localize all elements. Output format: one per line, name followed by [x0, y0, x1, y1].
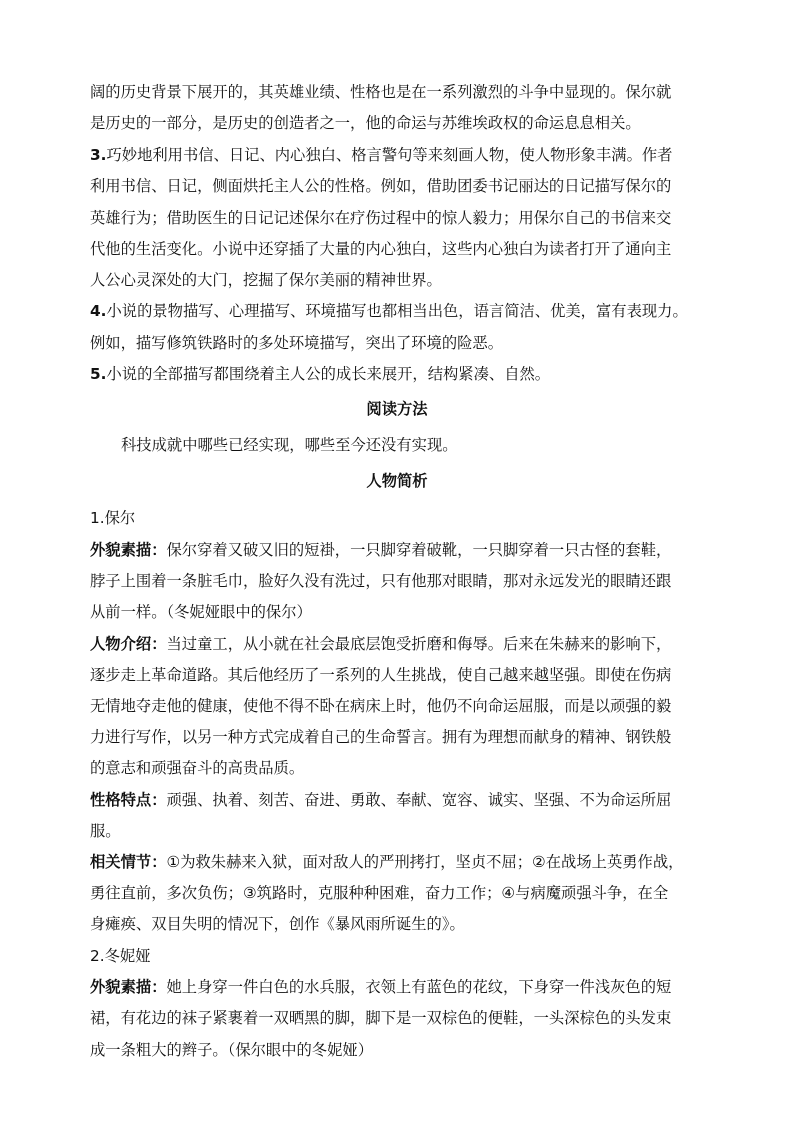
- reading-method-heading: 阅读方法: [366, 400, 428, 418]
- numbered-point-5: 5.小说的全部描写都围绕着主人公的成长来展开，结构紧凑、自然。: [90, 365, 551, 383]
- paragraph-line: 裙，有花边的袜子紧裹着一双晒黑的脚，脚下是一双棕色的便鞋，一头深棕色的头发束: [90, 1009, 672, 1027]
- paragraph-line: 利用书信、日记，侧面烘托主人公的性格。例如，借助团委书记丽达的日记描写保尔的: [90, 177, 672, 195]
- plot-section: 相关情节：①为救朱赫来入狱，面对敌人的严刑拷打，坚贞不屈；②在战场上英勇作战，: [90, 853, 684, 871]
- appearance-section: 外貌素描：保尔穿着又破又旧的短褂，一只脚穿着破靴，一只脚穿着一只古怪的套鞋，: [90, 541, 672, 559]
- paragraph-line: 勇往直前，多次负伤；③筑路时，克服种种困难，奋力工作；④与病魔顽强斗争，在全: [90, 884, 669, 902]
- point-number: 3.: [90, 146, 107, 164]
- paragraph-line: 无情地夺走他的健康，使他不得不卧在病床上时，他仍不向命运屈服，而是以顽强的毅: [90, 697, 672, 715]
- section-label: 外貌素描：: [90, 541, 167, 559]
- paragraph-line: 人公心灵深处的大门，挖掘了保尔美丽的精神世界。: [90, 271, 442, 289]
- reading-method-text: 科技成就中哪些已经实现，哪些至今还没有实现。: [121, 436, 458, 454]
- character-name: 2.冬妮娅: [90, 947, 151, 965]
- character-analysis-heading: 人物简析: [366, 472, 428, 490]
- paragraph-line: 例如，描写修筑铁路时的多处环境描写，突出了环境的险恶。: [90, 334, 504, 352]
- traits-section: 性格特点：顽强、执着、刻苦、奋进、勇敢、奉献、宽容、诚实、坚强、不为命运所屈: [90, 791, 672, 809]
- introduction-section: 人物介绍：当过童工，从小就在社会最底层饱受折磨和侮辱。后来在朱赫来的影响下，: [90, 635, 672, 653]
- paragraph-line: 阔的历史背景下展开的，其英雄业绩、性格也是在一系列激烈的斗争中显现的。保尔就: [90, 83, 672, 101]
- paragraph-line: 力进行写作，以另一种方式完成着自己的生命誓言。拥有为理想而献身的精神、钢铁般: [90, 728, 672, 746]
- paragraph-line: 成一条粗大的辫子。（保尔眼中的冬妮娅）: [90, 1041, 373, 1059]
- paragraph-line: 是历史的一部分，是历史的创造者之一，他的命运与苏维埃政权的命运息息相关。: [90, 114, 641, 132]
- numbered-point-4: 4.小说的景物描写、心理描写、环境描写也都相当出色，语言简洁、优美，富有表现力。: [90, 302, 688, 320]
- appearance-section: 外貌素描：她上身穿一件白色的水兵服，衣领上有蓝色的花纹，下身穿一件浅灰色的短: [90, 978, 672, 996]
- paragraph-line: 脖子上围着一条脏毛巾，脸好久没有洗过，只有他那对眼睛，那对永远发光的眼睛还跟: [90, 572, 672, 590]
- section-label: 人物介绍：: [90, 635, 167, 653]
- section-label: 性格特点：: [90, 791, 167, 809]
- paragraph-line: 逐步走上革命道路。其后他经历了一系列的人生挑战，使自己越来越坚强。即使在伤病: [90, 666, 672, 684]
- paragraph-line: 服。: [90, 822, 121, 840]
- paragraph-line: 英雄行为；借助医生的日记记述保尔在疗伤过程中的惊人毅力；用保尔自己的书信来交: [90, 209, 672, 227]
- paragraph-line: 的意志和顽强奋斗的高贵品质。: [90, 759, 305, 777]
- character-name: 1.保尔: [90, 509, 136, 527]
- section-label: 相关情节：: [90, 853, 167, 871]
- paragraph-line: 代他的生活变化。小说中还穿插了大量的内心独白，这些内心独白为读者打开了通向主: [90, 240, 672, 258]
- paragraph-line: 从前一样。（冬妮娅眼中的保尔）: [90, 603, 312, 621]
- section-label: 外貌素描：: [90, 978, 167, 996]
- point-number: 4.: [90, 302, 107, 320]
- paragraph-line: 身瘫痪、双目失明的情况下，创作《暴风雨所诞生的》。: [90, 915, 465, 933]
- point-number: 5.: [90, 365, 107, 383]
- numbered-point-3: 3.巧妙地利用书信、日记、内心独白、格言警句等来刻画人物，使人物形象丰满。作者: [90, 146, 673, 164]
